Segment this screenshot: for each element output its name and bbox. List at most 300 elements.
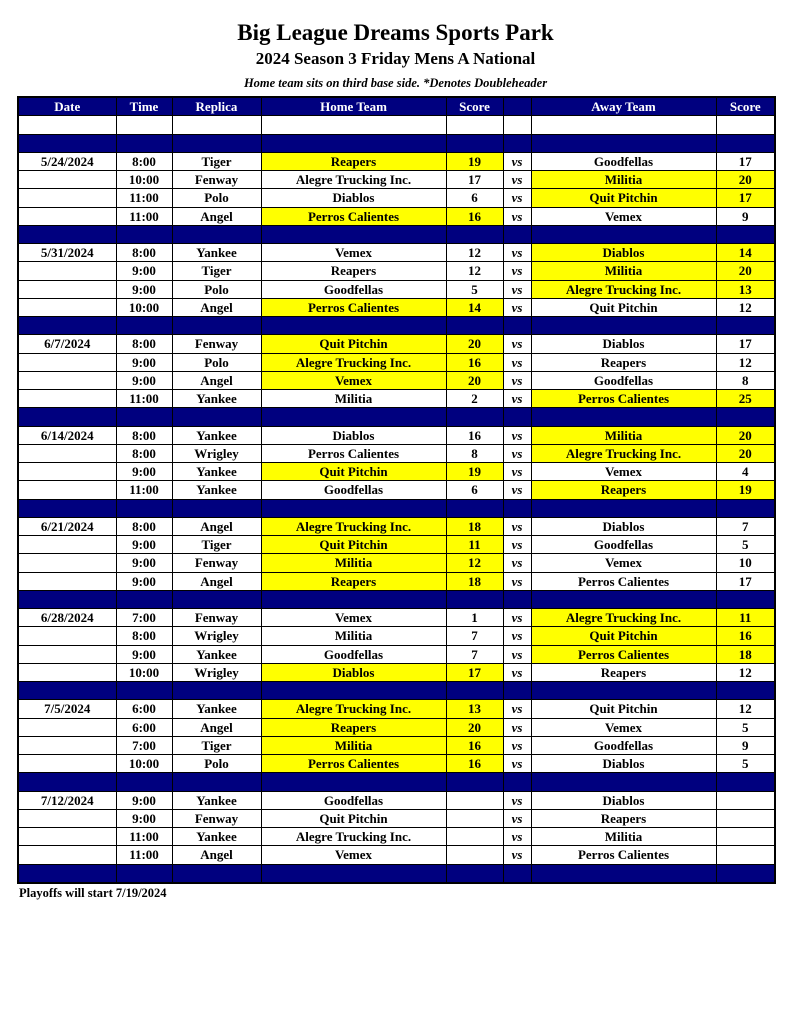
week-separator-row-cell (172, 317, 261, 335)
replica-cell: Polo (172, 189, 261, 207)
week-separator-row-cell (18, 682, 116, 700)
game-row (18, 755, 775, 773)
week-separator-row (18, 590, 775, 608)
time-cell: 8:00 (116, 517, 172, 535)
home-team-cell: Militia (261, 736, 446, 754)
home-team-cell: Vemex (261, 846, 446, 864)
blank-row-cell (116, 116, 172, 134)
home-score-cell (446, 828, 503, 846)
away-team-cell: Alegre Trucking Inc. (531, 444, 716, 462)
week-separator-row-cell (716, 590, 775, 608)
replica-cell: Yankee (172, 645, 261, 663)
week-separator-row-cell (716, 317, 775, 335)
replica-cell: Tiger (172, 536, 261, 554)
home-team-cell: Vemex (261, 371, 446, 389)
home-score-cell: 5 (446, 280, 503, 298)
week-separator-row-cell (172, 225, 261, 243)
game-row (18, 536, 775, 554)
time-cell: 9:00 (116, 572, 172, 590)
away-score-cell: 14 (716, 244, 775, 262)
away-team-cell: Militia (531, 262, 716, 280)
week-separator-row-cell (503, 590, 531, 608)
week-separator-row-cell (261, 317, 446, 335)
away-score-cell: 12 (716, 663, 775, 681)
home-score-cell: 16 (446, 353, 503, 371)
home-score-cell: 17 (446, 663, 503, 681)
game-row (18, 809, 775, 827)
away-score-cell: 17 (716, 189, 775, 207)
time-cell: 9:00 (116, 280, 172, 298)
replica-cell: Fenway (172, 809, 261, 827)
home-score-cell: 18 (446, 517, 503, 535)
week-separator-row-cell (446, 317, 503, 335)
game-row (18, 390, 775, 408)
game-row (18, 280, 775, 298)
replica-cell: Angel (172, 517, 261, 535)
date-cell (18, 663, 116, 681)
week-separator-row-cell (261, 225, 446, 243)
time-cell: 11:00 (116, 207, 172, 225)
time-cell: 9:00 (116, 645, 172, 663)
replica-cell: Yankee (172, 390, 261, 408)
home-team-cell: Goodfellas (261, 481, 446, 499)
week-separator-row-cell (716, 134, 775, 152)
away-team-cell: Reapers (531, 353, 716, 371)
time-cell: 7:00 (116, 609, 172, 627)
vs-cell: vs (503, 280, 531, 298)
away-score-cell: 10 (716, 554, 775, 572)
date-cell (18, 718, 116, 736)
away-team-cell: Quit Pitchin (531, 700, 716, 718)
week-separator-row-cell (503, 134, 531, 152)
week-separator-row (18, 225, 775, 243)
week-separator-row-cell (261, 408, 446, 426)
week-separator-row-cell (716, 499, 775, 517)
week-separator-row-cell (261, 134, 446, 152)
date-cell (18, 262, 116, 280)
vs-cell: vs (503, 171, 531, 189)
week-separator-row-cell (503, 317, 531, 335)
replica-cell: Angel (172, 298, 261, 316)
time-cell: 10:00 (116, 663, 172, 681)
week-separator-row-cell (116, 590, 172, 608)
replica-cell: Fenway (172, 554, 261, 572)
home-score-cell: 16 (446, 426, 503, 444)
home-team-cell: Alegre Trucking Inc. (261, 353, 446, 371)
replica-cell: Polo (172, 755, 261, 773)
date-cell (18, 572, 116, 590)
game-row (18, 627, 775, 645)
away-team-cell: Vemex (531, 554, 716, 572)
replica-cell: Wrigley (172, 627, 261, 645)
week-separator-row-cell (531, 134, 716, 152)
home-score-cell: 12 (446, 262, 503, 280)
vs-cell: vs (503, 828, 531, 846)
week-separator-row-cell (18, 864, 116, 883)
home-team-cell: Perros Calientes (261, 207, 446, 225)
home-team-cell: Quit Pitchin (261, 536, 446, 554)
week-separator-row-cell (18, 590, 116, 608)
home-score-cell: 19 (446, 152, 503, 170)
away-team-cell: Vemex (531, 207, 716, 225)
col-vs (503, 97, 531, 116)
time-cell: 8:00 (116, 152, 172, 170)
date-cell (18, 463, 116, 481)
home-team-cell: Perros Calientes (261, 755, 446, 773)
game-row (18, 846, 775, 864)
home-team-cell: Perros Calientes (261, 444, 446, 462)
home-score-cell: 20 (446, 718, 503, 736)
replica-cell: Yankee (172, 481, 261, 499)
away-score-cell: 12 (716, 298, 775, 316)
away-team-cell: Goodfellas (531, 736, 716, 754)
date-cell: 7/12/2024 (18, 791, 116, 809)
blank-row-cell (716, 116, 775, 134)
date-cell: 7/5/2024 (18, 700, 116, 718)
game-row (18, 353, 775, 371)
week-separator-row-cell (503, 408, 531, 426)
replica-cell: Tiger (172, 152, 261, 170)
date-cell (18, 280, 116, 298)
away-score-cell: 11 (716, 609, 775, 627)
replica-cell: Tiger (172, 262, 261, 280)
home-team-cell: Diablos (261, 426, 446, 444)
home-score-cell: 16 (446, 207, 503, 225)
home-team-cell: Militia (261, 554, 446, 572)
week-separator-row-cell (716, 682, 775, 700)
time-cell: 8:00 (116, 335, 172, 353)
home-score-cell: 18 (446, 572, 503, 590)
away-score-cell: 17 (716, 152, 775, 170)
home-score-cell: 1 (446, 609, 503, 627)
home-team-cell: Alegre Trucking Inc. (261, 517, 446, 535)
home-score-cell: 6 (446, 189, 503, 207)
vs-cell: vs (503, 152, 531, 170)
week-separator-row-cell (446, 590, 503, 608)
home-team-cell: Reapers (261, 262, 446, 280)
time-cell: 8:00 (116, 426, 172, 444)
week-separator-row (18, 773, 775, 791)
away-team-cell: Vemex (531, 463, 716, 481)
date-cell (18, 371, 116, 389)
time-cell: 11:00 (116, 828, 172, 846)
schedule-table (17, 96, 776, 884)
week-separator-row-cell (172, 590, 261, 608)
vs-cell: vs (503, 700, 531, 718)
week-separator-row-cell (446, 499, 503, 517)
vs-cell: vs (503, 645, 531, 663)
blank-row-cell (503, 116, 531, 134)
home-team-cell: Goodfellas (261, 280, 446, 298)
week-separator-row-cell (716, 225, 775, 243)
week-separator-row-cell (503, 225, 531, 243)
home-team-cell: Perros Calientes (261, 298, 446, 316)
game-row (18, 736, 775, 754)
week-separator-row-cell (503, 864, 531, 883)
away-team-cell: Alegre Trucking Inc. (531, 609, 716, 627)
game-row (18, 718, 775, 736)
page-title: Big League Dreams Sports Park (237, 20, 554, 45)
time-cell: 9:00 (116, 554, 172, 572)
home-team-cell: Quit Pitchin (261, 335, 446, 353)
replica-cell: Yankee (172, 828, 261, 846)
week-separator-row-cell (446, 134, 503, 152)
away-team-cell: Perros Calientes (531, 846, 716, 864)
game-row (18, 371, 775, 389)
week-separator-row-cell (446, 408, 503, 426)
blank-row-cell (446, 116, 503, 134)
time-cell: 11:00 (116, 189, 172, 207)
home-team-cell: Diablos (261, 189, 446, 207)
vs-cell: vs (503, 736, 531, 754)
schedule-body (18, 116, 775, 883)
game-row (18, 791, 775, 809)
week-separator-row (18, 408, 775, 426)
vs-cell: vs (503, 627, 531, 645)
week-separator-row-cell (503, 499, 531, 517)
vs-cell: vs (503, 371, 531, 389)
away-team-cell: Quit Pitchin (531, 298, 716, 316)
week-separator-row-cell (716, 408, 775, 426)
week-separator-row-cell (18, 499, 116, 517)
vs-cell: vs (503, 298, 531, 316)
replica-cell: Wrigley (172, 663, 261, 681)
playoffs-note: Playoffs will start 7/19/2024 (19, 886, 167, 900)
week-separator-row-cell (116, 408, 172, 426)
home-team-cell: Reapers (261, 152, 446, 170)
away-team-cell: Alegre Trucking Inc. (531, 280, 716, 298)
away-score-cell (716, 809, 775, 827)
replica-cell: Yankee (172, 791, 261, 809)
home-team-cell: Alegre Trucking Inc. (261, 171, 446, 189)
week-separator-row-cell (261, 499, 446, 517)
game-row (18, 189, 775, 207)
time-cell: 6:00 (116, 718, 172, 736)
week-separator-row-cell (503, 682, 531, 700)
away-team-cell: Diablos (531, 755, 716, 773)
week-separator-row-cell (531, 590, 716, 608)
away-score-cell: 12 (716, 700, 775, 718)
week-separator-row-cell (172, 864, 261, 883)
replica-cell: Fenway (172, 335, 261, 353)
game-row (18, 244, 775, 262)
vs-cell: vs (503, 244, 531, 262)
date-cell (18, 171, 116, 189)
week-separator-row-cell (716, 773, 775, 791)
date-cell (18, 444, 116, 462)
week-separator-row-cell (116, 499, 172, 517)
home-team-cell: Alegre Trucking Inc. (261, 700, 446, 718)
date-cell (18, 828, 116, 846)
home-score-cell: 11 (446, 536, 503, 554)
replica-cell: Yankee (172, 426, 261, 444)
week-separator-row-cell (18, 134, 116, 152)
replica-cell: Tiger (172, 736, 261, 754)
date-cell (18, 736, 116, 754)
vs-cell: vs (503, 755, 531, 773)
time-cell: 9:00 (116, 353, 172, 371)
away-score-cell: 5 (716, 718, 775, 736)
col-replica: Replica (172, 97, 261, 116)
home-score-cell: 6 (446, 481, 503, 499)
away-score-cell: 13 (716, 280, 775, 298)
date-cell: 6/28/2024 (18, 609, 116, 627)
week-separator-row-cell (116, 225, 172, 243)
time-cell: 11:00 (116, 390, 172, 408)
week-separator-row-cell (18, 408, 116, 426)
away-team-cell: Perros Calientes (531, 572, 716, 590)
vs-cell: vs (503, 846, 531, 864)
week-separator-row-cell (172, 408, 261, 426)
game-row (18, 152, 775, 170)
vs-cell: vs (503, 390, 531, 408)
col-home-score: Score (446, 97, 503, 116)
col-away-score: Score (716, 97, 775, 116)
away-team-cell: Perros Calientes (531, 390, 716, 408)
away-team-cell: Reapers (531, 809, 716, 827)
time-cell: 10:00 (116, 298, 172, 316)
date-cell (18, 189, 116, 207)
time-cell: 9:00 (116, 809, 172, 827)
time-cell: 9:00 (116, 262, 172, 280)
week-separator-row-cell (446, 225, 503, 243)
col-date: Date (18, 97, 116, 116)
week-separator-row (18, 499, 775, 517)
week-separator-row-cell (18, 317, 116, 335)
game-row (18, 481, 775, 499)
week-separator-row-cell (531, 864, 716, 883)
date-cell (18, 390, 116, 408)
vs-cell: vs (503, 189, 531, 207)
vs-cell: vs (503, 207, 531, 225)
col-away-team: Away Team (531, 97, 716, 116)
away-score-cell: 4 (716, 463, 775, 481)
game-row (18, 700, 775, 718)
date-cell (18, 627, 116, 645)
time-cell: 9:00 (116, 791, 172, 809)
replica-cell: Angel (172, 718, 261, 736)
away-score-cell: 25 (716, 390, 775, 408)
date-cell (18, 353, 116, 371)
date-cell (18, 207, 116, 225)
game-row (18, 335, 775, 353)
blank-row-cell (531, 116, 716, 134)
date-cell (18, 481, 116, 499)
game-row (18, 609, 775, 627)
game-row (18, 171, 775, 189)
week-separator-row-cell (531, 773, 716, 791)
vs-cell: vs (503, 809, 531, 827)
away-score-cell: 16 (716, 627, 775, 645)
week-separator-row-cell (116, 134, 172, 152)
vs-cell: vs (503, 517, 531, 535)
header-row (18, 97, 775, 116)
home-team-note: Home team sits on third base side. *Denotes Doubleheader (243, 76, 548, 90)
week-separator-row-cell (172, 773, 261, 791)
home-team-cell: Quit Pitchin (261, 463, 446, 481)
blank-row-cell (172, 116, 261, 134)
away-score-cell: 12 (716, 353, 775, 371)
blank-row-cell (261, 116, 446, 134)
replica-cell: Polo (172, 353, 261, 371)
time-cell: 11:00 (116, 481, 172, 499)
date-cell: 6/21/2024 (18, 517, 116, 535)
home-score-cell: 7 (446, 627, 503, 645)
date-cell (18, 809, 116, 827)
replica-cell: Yankee (172, 463, 261, 481)
week-separator-row-cell (531, 682, 716, 700)
home-team-cell: Vemex (261, 244, 446, 262)
home-score-cell: 20 (446, 371, 503, 389)
away-team-cell: Quit Pitchin (531, 627, 716, 645)
away-team-cell: Reapers (531, 481, 716, 499)
replica-cell: Fenway (172, 609, 261, 627)
home-score-cell: 7 (446, 645, 503, 663)
game-row (18, 645, 775, 663)
replica-cell: Yankee (172, 244, 261, 262)
away-score-cell (716, 846, 775, 864)
away-score-cell: 18 (716, 645, 775, 663)
home-score-cell: 8 (446, 444, 503, 462)
away-score-cell: 9 (716, 207, 775, 225)
vs-cell: vs (503, 536, 531, 554)
home-score-cell (446, 809, 503, 827)
away-team-cell: Vemex (531, 718, 716, 736)
week-separator-row-cell (261, 590, 446, 608)
home-team-cell: Goodfellas (261, 645, 446, 663)
vs-cell: vs (503, 463, 531, 481)
home-score-cell: 14 (446, 298, 503, 316)
game-row (18, 207, 775, 225)
blank-row (18, 116, 775, 134)
away-score-cell (716, 791, 775, 809)
away-score-cell: 19 (716, 481, 775, 499)
week-separator-row-cell (446, 864, 503, 883)
week-separator-row-cell (116, 864, 172, 883)
col-time: Time (116, 97, 172, 116)
vs-cell: vs (503, 262, 531, 280)
date-cell: 6/14/2024 (18, 426, 116, 444)
week-separator-row-cell (531, 225, 716, 243)
week-separator-row-cell (261, 682, 446, 700)
date-cell: 6/7/2024 (18, 335, 116, 353)
away-team-cell: Diablos (531, 791, 716, 809)
home-score-cell: 13 (446, 700, 503, 718)
home-score-cell: 17 (446, 171, 503, 189)
away-score-cell: 17 (716, 572, 775, 590)
home-score-cell: 2 (446, 390, 503, 408)
away-team-cell: Quit Pitchin (531, 189, 716, 207)
game-row (18, 444, 775, 462)
away-score-cell: 17 (716, 335, 775, 353)
home-team-cell: Militia (261, 627, 446, 645)
vs-cell: vs (503, 609, 531, 627)
vs-cell: vs (503, 481, 531, 499)
vs-cell: vs (503, 718, 531, 736)
time-cell: 6:00 (116, 700, 172, 718)
replica-cell: Angel (172, 846, 261, 864)
home-score-cell: 12 (446, 244, 503, 262)
away-team-cell: Diablos (531, 244, 716, 262)
week-separator-row (18, 864, 775, 883)
game-row (18, 262, 775, 280)
vs-cell: vs (503, 572, 531, 590)
away-score-cell: 20 (716, 426, 775, 444)
date-cell: 5/31/2024 (18, 244, 116, 262)
home-team-cell: Militia (261, 390, 446, 408)
week-separator-row-cell (261, 864, 446, 883)
away-team-cell: Militia (531, 171, 716, 189)
